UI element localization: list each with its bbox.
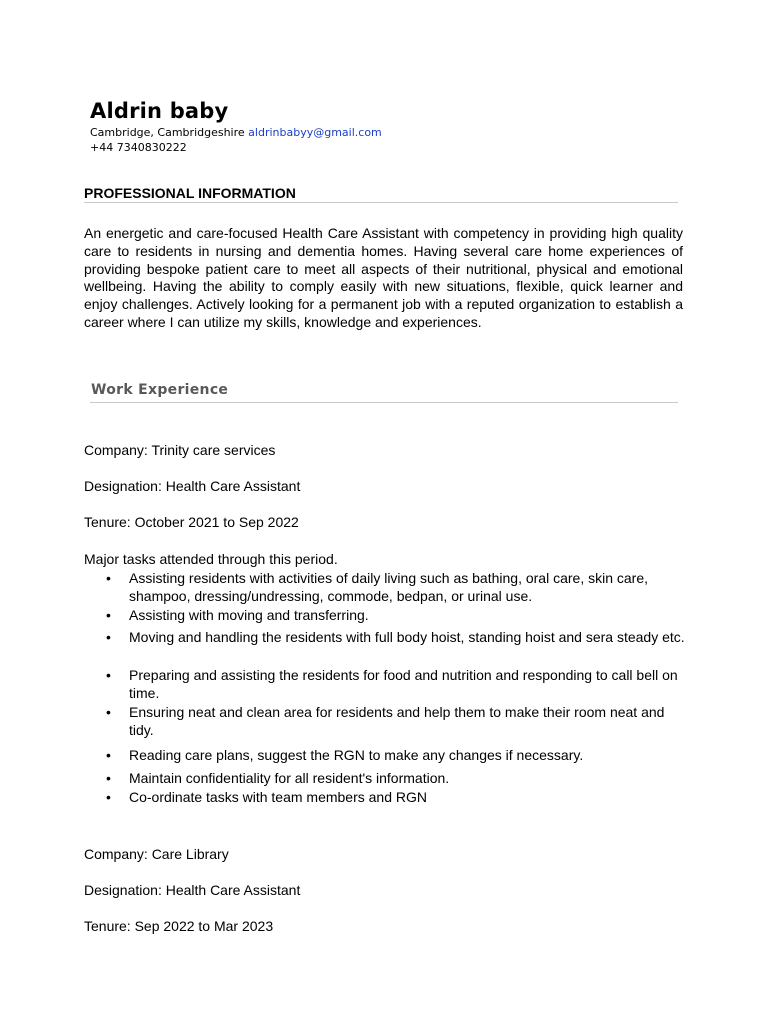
task-item: Ensuring neat and clean area for residents and help them to make their room neat and tidy. [129, 704, 665, 738]
professional-heading: PROFESSIONAL INFORMATION [84, 185, 296, 201]
bullet-marker: • [106, 607, 111, 623]
job-company: Company: Trinity care services [84, 442, 276, 458]
work-experience-heading: Work Experience [91, 382, 229, 398]
task-item: Co-ordinate tasks with team members and RGN [129, 789, 427, 805]
job-designation: Designation: Health Care Assistant [84, 882, 301, 898]
job-company: Company: Care Library [84, 846, 229, 862]
bullet-marker: • [106, 629, 111, 645]
task-item: Reading care plans, suggest the RGN to make any changes if necessary. [129, 747, 584, 763]
phone-text: +44 7340830222 [90, 141, 187, 154]
professional-divider [84, 202, 678, 203]
task-item: Preparing and assisting the residents for food and nutrition and responding to call bell on time. [129, 667, 678, 701]
contact-line [90, 125, 382, 140]
task-item: Maintain confidentiality for all resident's information. [129, 770, 450, 786]
candidate-name: Aldrin baby [90, 99, 229, 123]
job-designation: Designation: Health Care Assistant [84, 478, 301, 494]
job-tenure: Tenure: October 2021 to Sep 2022 [84, 514, 299, 530]
bullet-marker: • [106, 789, 111, 805]
bullet-marker: • [106, 747, 111, 763]
professional-summary: An energetic and care-focused Health Care Assistant with competency in providing high quality care to residents in nursing and dementia homes. Having several care home experiences of providing bespoke patient care to meet all aspects of their nutritional, physical and emotional wellbeing. Having the ability to comply easily with new situations, flexible, quick learner and enjoy challenges. Actively looking for a permanent job with a reputed organization to establish a career where I can utilize my skills, knowledge and experiences. [84, 225, 683, 330]
bullet-marker: • [106, 770, 111, 786]
job-tasks-intro: Major tasks attended through this period. [84, 551, 338, 567]
bullet-marker: • [106, 667, 111, 683]
email-link[interactable]: aldrinbabyy@gmail.com [248, 126, 382, 139]
task-item: Assisting with moving and transferring. [129, 607, 369, 623]
task-item: Moving and handling the residents with full body hoist, standing hoist and sera steady etc. [129, 629, 685, 645]
task-item: Assisting residents with activities of daily living such as bathing, oral care, skin care, shampoo, dressing/undressing, commode, bedpan, or urinal use. [129, 570, 649, 604]
location-text: Cambridge, Cambridgeshire [90, 126, 245, 139]
work-experience-divider [90, 402, 678, 403]
bullet-marker: • [106, 704, 111, 720]
bullet-marker: • [106, 570, 111, 586]
job-tenure: Tenure: Sep 2022 to Mar 2023 [84, 918, 274, 934]
